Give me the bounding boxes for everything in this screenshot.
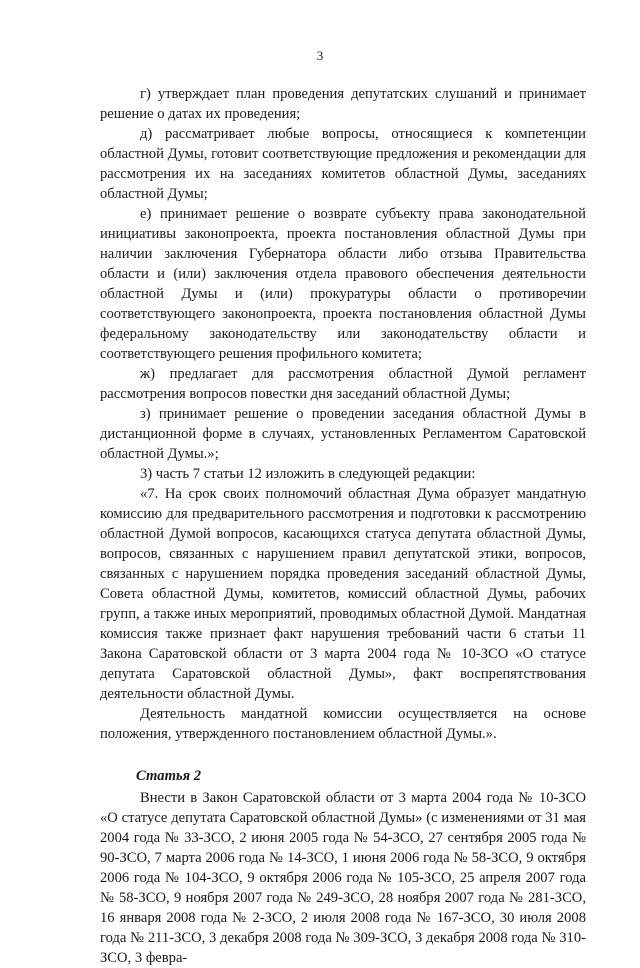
document-body: [100, 84, 586, 968]
article-heading: Статья 2: [136, 768, 202, 784]
paragraph: з) принимает решение о проведении заседания областной Думы в дистанционной форме в случаях, установленных Регламентом Саратовской областной Думы.»;: [100, 406, 586, 462]
paragraph: «7. На срок своих полномочий областная Дума образует мандатную комиссию для предварительного рассмотрения и подготовки к рассмотрению областной Думой вопросов, касающихся статуса депутата областной Думы, вопросов, связанных с нарушением правил депутатской этики, вопросов, связанных с нарушением порядка проведения заседаний областной Думы, Совета областной Думы, комитетов, комиссий областной Думы, рабочих групп, а также иных мероприятий, проводимых областной Думой. Мандатная комиссия также признает факт нарушения требований части 6 статьи 11 Закона Саратовской области от 3 марта 2004 года № 10-ЗСО «О статусе депутата Саратовской областной Думы», факт воспрепятствования деятельности областной Думы.: [100, 486, 586, 702]
paragraph: г) утверждает план проведения депутатских слушаний и принимает решение о датах их проведения;: [100, 86, 586, 122]
paragraph: д) рассматривает любые вопросы, относящиеся к компетенции областной Думы, готовит соответствующие предложения и рекомендации для рассмотрения их на заседаниях комитетов областной Думы, заседаниях областной Думы;: [100, 126, 586, 202]
paragraph: Деятельность мандатной комиссии осуществляется на основе положения, утвержденного постановлением областной Думы.».: [100, 706, 586, 742]
paragraph: Внести в Закон Саратовской области от 3 марта 2004 года № 10-ЗСО «О статусе депутата Саратовской областной Думы» (с изменениями от 31 мая 2004 года № 33-ЗСО, 2 июня 2005 года № 54-ЗСО, 27 сентября 2005 года № 90-ЗСО, 7 марта 2006 года № 14-ЗСО, 1 июня 2006 года № 58-ЗСО, 9 октября 2006 года № 104-ЗСО, 9 октября 2006 года № 105-ЗСО, 25 апреля 2007 года № 58-ЗСО, 9 ноября 2007 года № 249-ЗСО, 28 ноября 2007 года № 281-ЗСО, 16 января 2008 года № 2-ЗСО, 2 июля 2008 года № 167-ЗСО, 30 июля 2008 года № 211-ЗСО, 3 декабря 2008 года № 309-ЗСО, 3 декабря 2008 года № 310-ЗСО, 3 февра-: [100, 790, 586, 966]
paragraph: ж) предлагает для рассмотрения областной Думой регламент рассмотрения вопросов повестки дня заседаний областной Думы;: [100, 366, 586, 402]
paragraph: е) принимает решение о возврате субъекту права законодательной инициативы законопроекта, проекта постановления областной Думы при наличии заключения Губернатора области либо отзыва Правительства области и (или) заключения отдела правового обеспечения деятельности областной Думы и (или) прокуратуры области о противоречии соответствующего законопроекта, проекта постановления областной Думы федеральному законодательству или законодательству области и соответствующего решения профильного комитета;: [100, 206, 586, 362]
paragraph: 3) часть 7 статьи 12 изложить в следующей редакции:: [140, 466, 476, 482]
page-number: 3: [316, 48, 324, 63]
